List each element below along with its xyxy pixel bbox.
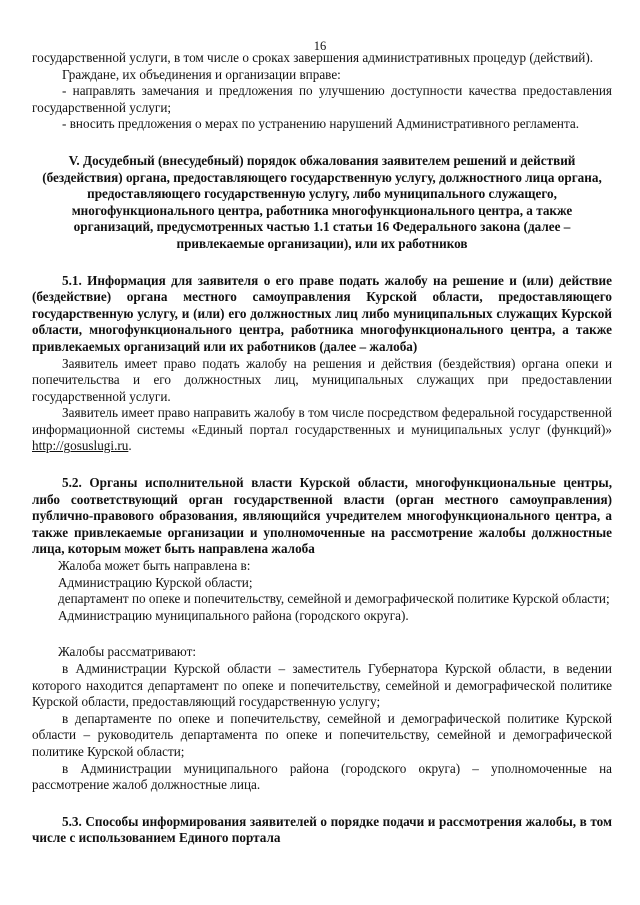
section-5-heading: V. Досудебный (внесудебный) порядок обжалования заявителем решений и действий (бездействия) органа, предоставляющего государственную услугу, должностного лица органа, предоставляющего государственную услугу, либо муниципального служащего, многофункционального центра, работника многофункционального центра, а также организаций, предусмотренных частью 1.1 статьи 16 Федерального закона (далее – привлекаемые организации), или их работников [42,152,602,251]
recipient-2: департамент по опеке и попечительству, семейной и демографической политике Курской области; [58,591,610,607]
paragraph-2-end: . [128,438,132,454]
recipient-1: Администрацию Курской области; [58,574,253,590]
consideration-2: в департаменте по опеке и попечительству, семейной и демографической политике Курской области – руководитель департамента по опеке и попечительству, семейной и демографической политике Курской области; [32,710,612,759]
consideration-3: в Администрации муниципального района (городского округа) – уполномоченные на рассмотрение жалоб должностные лица. [32,760,612,793]
intro-continuation: государственной услуги, в том числе о сроках завершения административных процедур (действий). [32,50,594,65]
subsection-5-1-paragraph-1: Заявитель имеет право подать жалобу на решения и действия (бездействия) органа опеки и попечительства и его должностных лиц, муниципальных служащих при предоставлении государственной услуги. [32,355,612,404]
complaint-sent-to: Жалоба может быть направлена в: [58,558,251,574]
rights-bullet-2: - вносить предложения о мерах по устранению нарушений Административного регламента. [62,116,580,132]
recipient-3: Администрацию муниципального района (городского округа). [58,607,409,623]
rights-bullet-1: - направлять замечания и предложения по улучшению доступности качества предоставления государственной услуги; [32,83,612,115]
subsection-5-1-heading: 5.1. Информация для заявителя о его праве подать жалобу на решение и (или) действие (бездействие) органа местного самоуправления Курской области, предоставляющего государственную услугу, и (или) его должностных лиц либо муниципальных служащих Курской области, многофункционального центра, работника многофункционального центра, а также привлекаемых организаций или их работников (далее – жалоба) [32,272,612,354]
subsection-5-1-paragraph-2 [32,405,612,455]
subsection-5-3-heading: 5.3. Способы информирования заявителей о порядке подачи и рассмотрения жалобы, в том числе с использованием Единого портала [32,813,612,846]
document-page [32,36,612,847]
consideration-1: в Администрации Курской области – заместитель Губернатора Курской области, в ведении которого находится департамент по опеке и попечительству, семейной и демографической политике Курской области, предоставляющий государственную услугу; [32,661,612,710]
paragraph-2-text: Заявитель имеет право направить жалобу в том числе посредством федеральной государственной информационной системы «Единый портал государственных и муниципальных услуг (функций)» [32,405,612,437]
gosuslugi-link[interactable]: http://gosuslugi.ru [32,438,129,454]
citizens-rights-intro: Граждане, их объединения и организации вправе: [62,66,341,82]
page-number: 16 [313,39,327,53]
subsection-5-2-heading: 5.2. Органы исполнительной власти Курской области, многофункциональные центры, либо соответствующий орган государственной власти (орган местного самоуправления) публично-правового образования, являющийся учредителем многофункционального центра, а также привлекаемые организации и уполномоченные на рассмотрение жалобы должностные лица, которым может быть направлена жалоба [32,475,612,557]
complaints-considered-by: Жалобы рассматривают: [58,644,197,660]
